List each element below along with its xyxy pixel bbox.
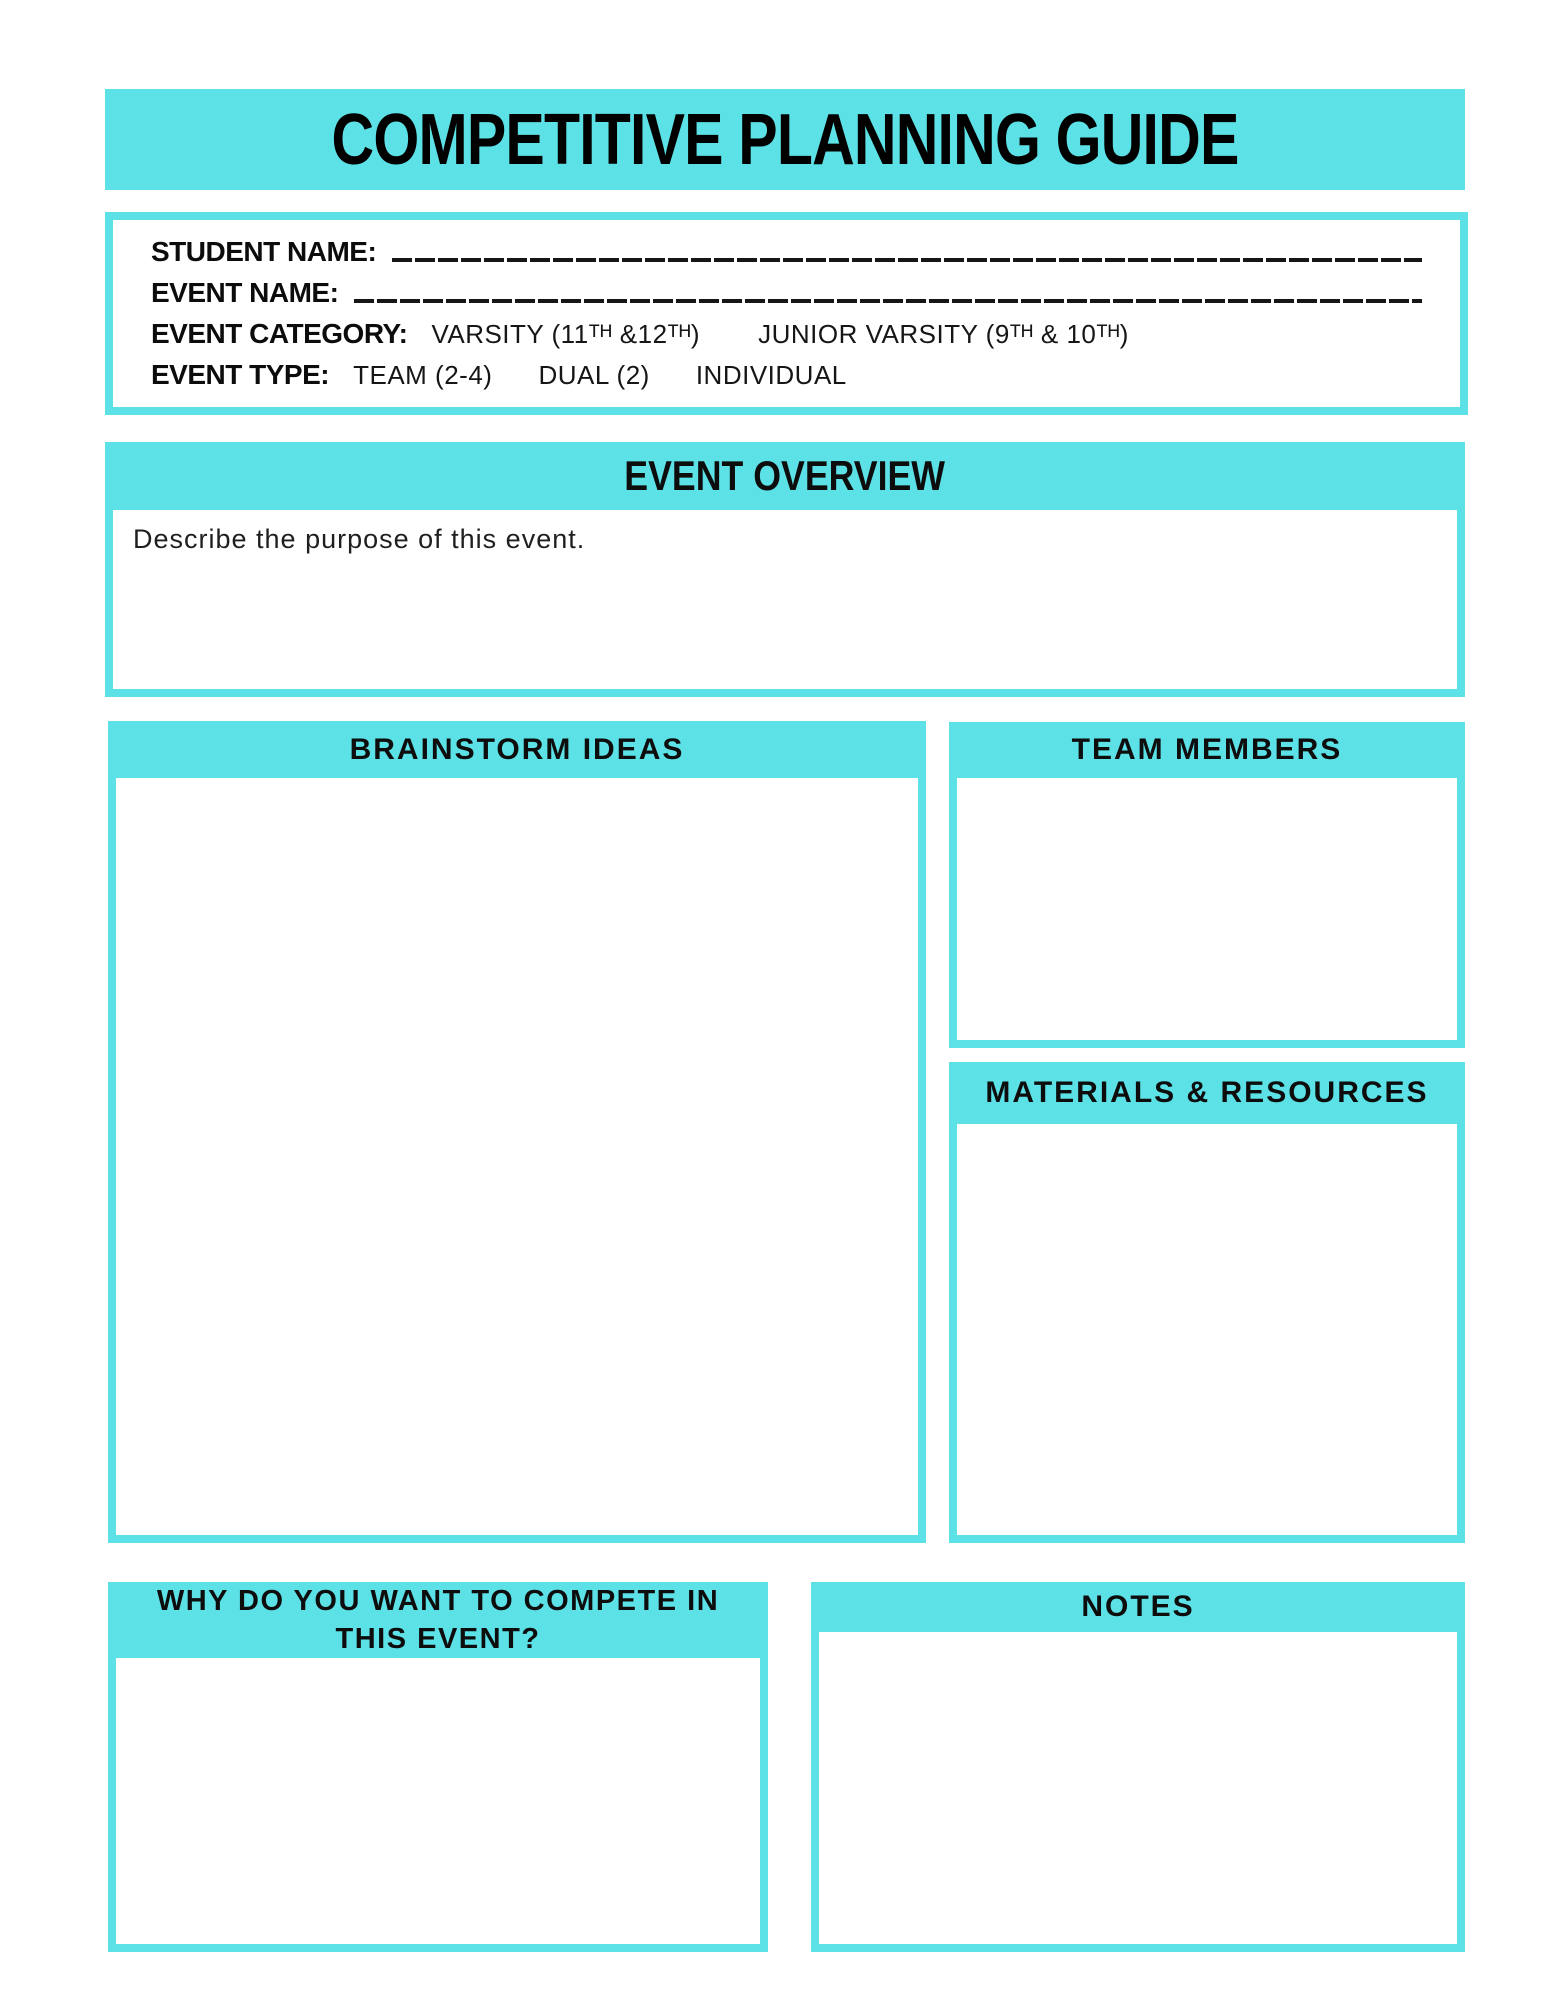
event-type-row — [151, 359, 1424, 391]
event-overview-header — [105, 442, 1465, 510]
event-name-label: EVENT NAME: — [151, 277, 339, 308]
team-members-title: TEAM MEMBERS — [1071, 733, 1343, 766]
why-compete-input-area[interactable] — [108, 1658, 768, 1952]
why-compete-header — [108, 1582, 768, 1658]
materials-input-area[interactable] — [949, 1124, 1465, 1543]
event-category-label: EVENT CATEGORY: — [151, 318, 408, 349]
materials-header — [949, 1062, 1465, 1124]
notes-input-area[interactable] — [811, 1632, 1465, 1952]
event-overview-title: EVENT OVERVIEW — [624, 452, 946, 499]
materials-title: MATERIALS & RESOURCES — [985, 1076, 1429, 1109]
event-category-row — [151, 318, 1424, 350]
event-name-row — [151, 277, 1424, 309]
event-type-label: EVENT TYPE: — [151, 359, 330, 390]
option-varsity[interactable]: VARSITY (11ᵀᴴ &12ᵀᴴ) — [431, 319, 701, 349]
option-individual[interactable]: INDIVIDUAL — [695, 360, 847, 390]
page-title: COMPETITIVE PLANNING GUIDE — [331, 99, 1239, 180]
why-compete-title: WHY DO YOU WANT TO COMPETE IN THIS EVENT? — [156, 1585, 720, 1655]
option-team[interactable]: TEAM (2-4) — [353, 360, 493, 390]
brainstorm-header — [108, 721, 926, 778]
team-members-header — [949, 722, 1465, 778]
event-name-input-line[interactable] — [354, 299, 1422, 303]
option-dual[interactable]: DUAL (2) — [538, 360, 650, 390]
notes-header — [811, 1582, 1465, 1632]
student-name-label: STUDENT NAME: — [151, 236, 377, 267]
brainstorm-input-area[interactable] — [108, 778, 926, 1543]
team-members-input-area[interactable] — [949, 778, 1465, 1048]
event-overview-prompt: Describe the purpose of this event. — [133, 524, 586, 554]
student-name-row — [151, 236, 1424, 268]
notes-title: NOTES — [1081, 1590, 1195, 1623]
title-banner — [105, 89, 1465, 190]
event-overview-input-area[interactable] — [105, 510, 1465, 697]
option-junior-varsity[interactable]: JUNIOR VARSITY (9ᵀᴴ & 10ᵀᴴ) — [758, 319, 1129, 349]
student-name-input-line[interactable] — [392, 258, 1422, 262]
student-info-box — [105, 212, 1468, 415]
brainstorm-title: BRAINSTORM IDEAS — [349, 733, 685, 766]
